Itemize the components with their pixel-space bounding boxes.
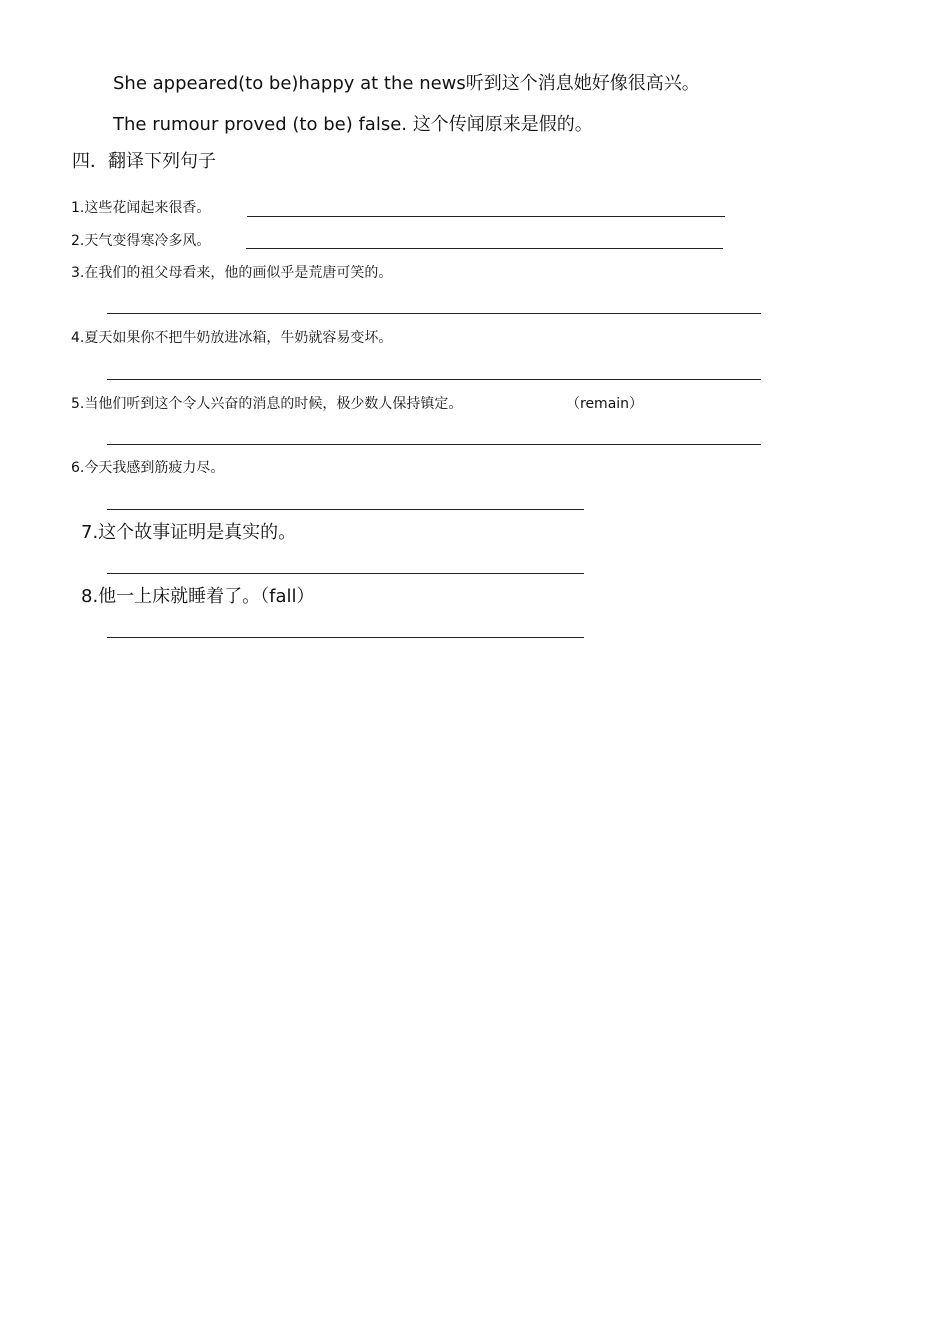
question-2: 2.天气变得寒冷多风。 (71, 233, 211, 249)
question-3: 3.在我们的祖父母看来，他的画似乎是荒唐可笑的。 (71, 265, 393, 281)
question-1: 1.这些花闻起来很香。 (71, 200, 211, 216)
section-title: 四．翻译下列句子 (72, 151, 216, 172)
answer-line-6[interactable] (107, 509, 584, 510)
answer-line-5[interactable] (107, 444, 761, 445)
example-sentence-1: She appeared(to be)happy at the news听到这个消息她好像很高兴。 (113, 73, 700, 94)
answer-line-1[interactable] (247, 216, 725, 217)
example-sentence-2: The rumour proved (to be) false. 这个传闻原来是假的。 (113, 114, 593, 135)
question-5: 5.当他们听到这个令人兴奋的消息的时候，极少数人保持镇定。 (71, 396, 463, 412)
question-6: 6.今天我感到筋疲力尽。 (71, 460, 225, 476)
question-4: 4.夏天如果你不把牛奶放进冰箱，牛奶就容易变坏。 (71, 330, 393, 346)
question-8: 8.他一上床就睡着了。（fall） (81, 586, 315, 607)
answer-line-4[interactable] (107, 379, 761, 380)
question-7: 7.这个故事证明是真实的。 (81, 522, 297, 543)
answer-line-3[interactable] (107, 313, 761, 314)
answer-line-8[interactable] (107, 637, 584, 638)
answer-line-2[interactable] (246, 248, 723, 249)
answer-line-7[interactable] (107, 573, 584, 574)
question-5-hint: （remain） (566, 396, 644, 412)
